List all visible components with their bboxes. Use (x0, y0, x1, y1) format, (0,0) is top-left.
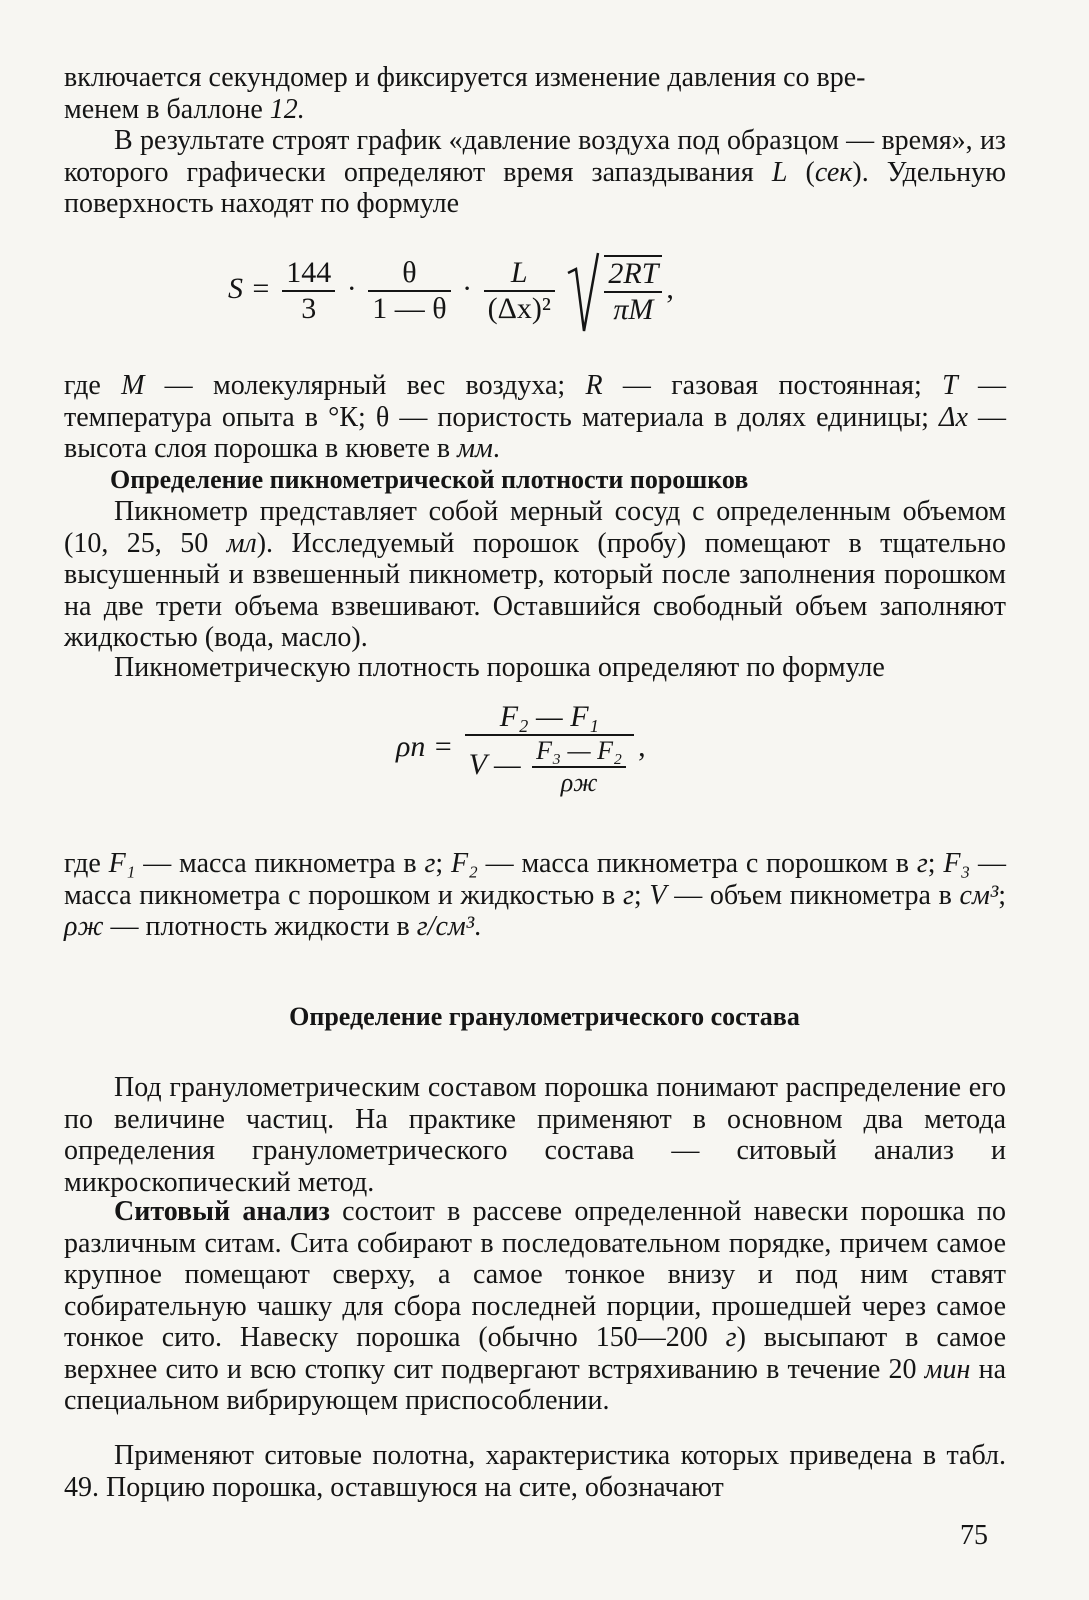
text: — плотность жидкости в (103, 911, 417, 942)
bold-term: Ситовый анализ (114, 1196, 330, 1227)
text: . (474, 911, 482, 942)
formula-pycnometric-density (396, 700, 646, 798)
text: ). Удельную поверхность находят по формуле (64, 156, 1006, 219)
text: сек (814, 156, 853, 188)
section-heading-granulometric (0, 1002, 1089, 1032)
text: состоит в рассеве определенной навески порошка по различным ситам. Сита собирают в последовательном порядке, причем самое крупное помещают сверху, а самое тонкое внизу и под ним ставят собирательную чашку для сбора последней порции, прошедшей через самое тонкое сито. Навеску порошка (обычно 150—200 (64, 1196, 1006, 1353)
numerator: 2RT (604, 257, 662, 293)
text: мин (924, 1353, 971, 1385)
text: Пикнометрическую плотность порошка определяют по формуле (114, 652, 885, 683)
text: — масса пикнометра с порошком и жидкостью в (64, 848, 1006, 911)
numerator: F₃ — F₂ (532, 736, 626, 768)
text: г (622, 879, 634, 911)
text: Под гранулометрическим составом порошка понимают распределение его по величине частиц. На практике применяют в основном два метода определения гранулометрического состава — ситовый анализ и микроскопический метод. (64, 1072, 1006, 1198)
paragraph-graph (64, 125, 1006, 220)
text: — масса пикнометра в (135, 848, 425, 879)
text: ; (435, 848, 451, 879)
numerator: θ (368, 256, 450, 292)
text: F₃ (943, 848, 971, 879)
paragraph-legend-1 (64, 370, 1006, 465)
denominator: πM (613, 293, 654, 326)
text: г/см³ (416, 911, 475, 942)
text: Применяют ситовые полотна, характеристика которых приведена в табл. 49. Порцию порошка, оставшуюся на сите, обозначают (64, 1440, 1006, 1503)
square-root (566, 255, 666, 327)
text: менем в баллоне (64, 93, 270, 125)
paragraph-density-formula-intro (64, 652, 1006, 684)
formula-lhs: ρп = (396, 729, 454, 763)
text: L (771, 156, 788, 188)
text: V — (468, 747, 521, 781)
numerator: 144 (282, 256, 335, 292)
text: — объем пикнометра в (666, 879, 960, 911)
text: ; (998, 879, 1007, 911)
text: — температура опыта в °К; θ — пористость материала в долях единицы; (64, 370, 1007, 433)
denominator: (Δx)² (487, 292, 551, 325)
paragraph-continuation (64, 62, 1006, 125)
text: 12. (269, 93, 305, 125)
text: — молекулярный вес воздуха; (144, 370, 586, 401)
text: F₂ (450, 848, 478, 879)
text: R (585, 370, 603, 401)
text: где (64, 848, 109, 879)
text: ρж (64, 911, 104, 942)
text: ) высыпают в самое верхнее сито и всю стопку сит подвергают встряхиванию в течение 20 (64, 1322, 1006, 1385)
text: на специальном вибрирующем приспособлении. (64, 1353, 1006, 1416)
text: . (492, 433, 500, 464)
text: F₁ (108, 848, 136, 879)
paragraph-sieve-analysis (64, 1196, 1006, 1417)
text: V (649, 879, 667, 911)
text: где (64, 370, 122, 401)
text: ( (787, 156, 815, 188)
paragraph-pycnometer (64, 496, 1006, 654)
dot: · (462, 271, 473, 305)
paragraph-granulometric (64, 1072, 1006, 1198)
text: В результате строят график «давление воздуха под образцом — время», из которого графически определяют время запаздывания (64, 125, 1006, 188)
text: г (424, 848, 436, 879)
text: Пикнометр представляет собой мерный сосуд с определенным объемом (10, 25, 50 (64, 496, 1006, 559)
radical-sign-icon (566, 251, 600, 337)
text: включается секундомер и фиксируется изменение давления со вре- (64, 62, 866, 93)
text: T (942, 370, 958, 401)
section-heading-pycnometric (110, 464, 1006, 496)
text: M (121, 370, 145, 401)
text: см³ (959, 879, 999, 911)
paragraph-legend-2 (64, 848, 1006, 943)
text: ). Исследуемый порошок (пробу) помещают в тщательно высушенный и взвешенный пикнометр, который после заполнения порошком на две трети объема взвешивают. Оставшийся свободный объем заполняют жидкостью (вода, масло). (64, 527, 1006, 653)
text: ; (927, 848, 944, 879)
numerator: L (484, 256, 555, 292)
fraction (282, 256, 335, 326)
formula-specific-surface (228, 255, 674, 327)
fraction (368, 256, 450, 326)
text: мм (457, 433, 493, 464)
denominator: 1 — θ (372, 292, 447, 325)
formula-lhs: S = (228, 271, 271, 305)
denominator: ρж (560, 768, 598, 797)
inner-fraction (532, 736, 626, 798)
text: ; (633, 879, 650, 911)
denominator (465, 736, 634, 798)
fraction (465, 700, 634, 798)
denominator: 3 (301, 292, 317, 325)
text: мл (226, 527, 257, 559)
text: — масса пикнометра с порошком в (477, 848, 917, 879)
text: — газовая постоянная; (602, 370, 943, 401)
page-number: 75 (960, 1520, 988, 1551)
comma: , (638, 729, 646, 763)
numerator: F₂ — F₁ (465, 700, 634, 736)
fraction (604, 255, 662, 327)
heading-text: Определение гранулометрического состава (289, 1002, 800, 1031)
text: Δx (939, 401, 968, 433)
text: г (916, 848, 928, 879)
comma: , (666, 271, 674, 305)
text: г (725, 1322, 737, 1353)
text: — высота слоя порошка в кювете в (64, 401, 1006, 464)
dot: · (346, 271, 357, 305)
fraction (484, 256, 555, 326)
heading-text: Определение пикнометрической плотности порошков (110, 465, 749, 494)
paragraph-sieve-cloth (64, 1440, 1006, 1503)
